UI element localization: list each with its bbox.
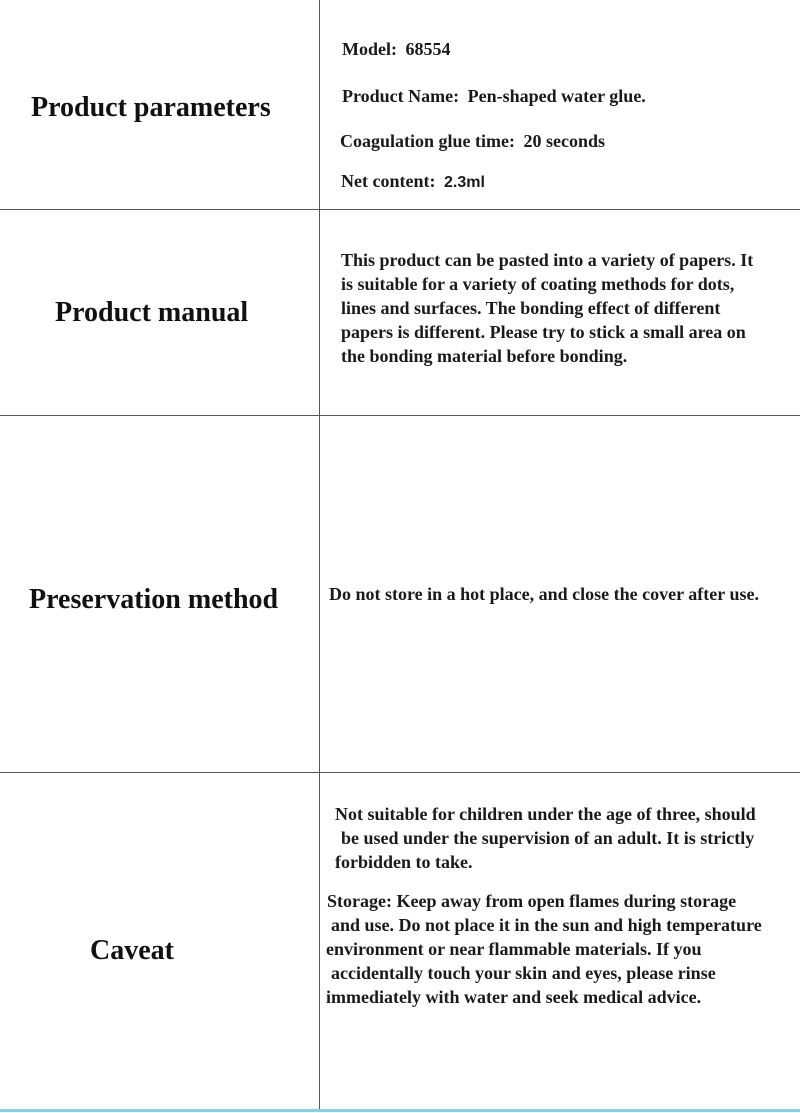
manual-line-1: This product can be pasted into a variety of papers. It <box>341 250 754 270</box>
caveat-para1-line-3: forbidden to take. <box>335 852 473 872</box>
bottom-border <box>0 1109 800 1112</box>
caveat-para2-line-4: accidentally touch your skin and eyes, please rinse <box>331 963 716 983</box>
model-row <box>342 37 450 61</box>
model-value: 68554 <box>405 39 451 59</box>
net-content-label: Net content: <box>341 171 436 191</box>
caveat-para2-line-1: Storage: Keep away from open flames during storage <box>327 891 737 911</box>
coagulation-time-label: Coagulation glue time: <box>340 131 515 151</box>
caveat-para1-line-2: be used under the supervision of an adult. It is strictly <box>341 828 755 848</box>
product-name-value: Pen-shaped water glue. <box>467 86 646 106</box>
net-content-value: 2.3ml <box>443 174 485 191</box>
product-name-row <box>342 84 646 108</box>
model-label: Model: <box>342 39 397 59</box>
caveat-para1-line-1: Not suitable for children under the age of three, should <box>335 804 756 824</box>
row-divider-3 <box>0 772 800 773</box>
manual-line-3: lines and surfaces. The bonding effect of different <box>341 298 721 318</box>
row-divider-1 <box>0 209 800 210</box>
net-content-row <box>341 169 485 195</box>
manual-heading: Product manual <box>55 297 249 328</box>
parameters-heading: Product parameters <box>31 92 271 123</box>
manual-line-4: papers is different. Please try to stick a small area on <box>341 322 746 342</box>
coagulation-time-value: 20 seconds <box>523 131 606 151</box>
row-divider-2 <box>0 415 800 416</box>
column-divider <box>319 0 320 1110</box>
caveat-para2-line-2: and use. Do not place it in the sun and high temperature <box>331 915 762 935</box>
caveat-para2-line-3: environment or near flammable materials. If you <box>326 939 702 959</box>
manual-line-5: the bonding material before bonding. <box>341 346 628 366</box>
preservation-heading: Preservation method <box>29 584 279 615</box>
caveat-heading: Caveat <box>90 935 174 966</box>
product-name-label: Product Name: <box>342 86 460 106</box>
coagulation-time-row <box>340 129 605 153</box>
preservation-text: Do not store in a hot place, and close the cover after use. <box>329 584 759 604</box>
caveat-para2-line-5: immediately with water and seek medical advice. <box>326 987 702 1007</box>
manual-line-2: is suitable for a variety of coating methods for dots, <box>341 274 735 294</box>
